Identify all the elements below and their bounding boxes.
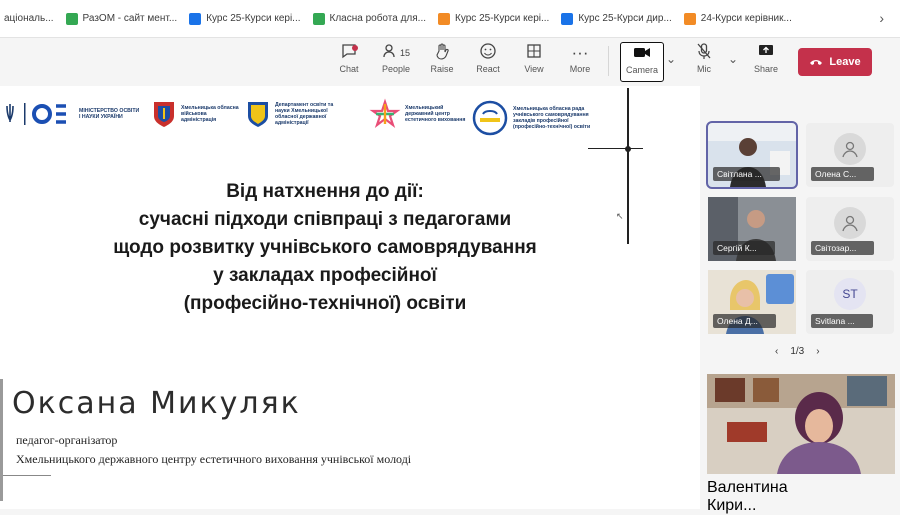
site-icon bbox=[313, 13, 325, 25]
participant-name: Олена С... bbox=[811, 167, 874, 181]
mic-button[interactable]: Mic bbox=[682, 42, 726, 82]
participant-name: Svitlana ... bbox=[811, 314, 873, 328]
site-icon bbox=[438, 13, 450, 25]
bookmark-0[interactable]: аціональ... bbox=[4, 13, 54, 24]
react-button[interactable]: React bbox=[466, 42, 510, 82]
chevron-right-icon[interactable]: › bbox=[879, 10, 884, 26]
people-icon bbox=[382, 42, 400, 60]
bookmarks-bar bbox=[0, 0, 900, 38]
share-screen-icon bbox=[757, 42, 775, 64]
leave-button[interactable]: Leave bbox=[798, 48, 872, 76]
participant-tile[interactable] bbox=[806, 270, 894, 334]
avatar-initials: ST bbox=[834, 278, 866, 310]
chat-button[interactable]: Chat bbox=[327, 42, 371, 82]
bookmark-6[interactable]: 24-Курси керівник... bbox=[680, 7, 800, 31]
participant-name: Сергій К... bbox=[713, 241, 775, 255]
colorful-star-icon bbox=[370, 100, 400, 128]
camera-button[interactable]: Camera bbox=[620, 42, 664, 82]
chevron-down-icon[interactable]: ⌄ bbox=[666, 52, 677, 66]
toolbar-divider bbox=[608, 46, 609, 76]
video-feed bbox=[707, 374, 895, 474]
bookmark-4[interactable]: Курс 25-Курси кері... bbox=[434, 7, 557, 31]
round-emblem-icon bbox=[472, 100, 508, 136]
slide-title: Від натхнення до дії: сучасні підходи співпраці з педагогами щодо розвитку учнівського самоврядування у закладах професійної (професійно-технічної) освіти bbox=[113, 181, 537, 314]
site-icon bbox=[66, 13, 78, 25]
participant-name: Валентина Кири... bbox=[707, 479, 788, 514]
notification-dot bbox=[352, 45, 358, 51]
participant-tile[interactable] bbox=[806, 197, 894, 261]
shared-presentation bbox=[0, 86, 700, 509]
logo-ministry: МІНІСТЕРСТВО ОСВІТИ І НАУКИ УКРАЇНИ bbox=[4, 100, 141, 128]
author-name: Оксана Микуляк bbox=[12, 386, 301, 421]
logo-strip bbox=[0, 100, 620, 152]
person-icon bbox=[841, 140, 859, 158]
mouse-cursor-icon: ↖ bbox=[616, 211, 624, 221]
people-button[interactable]: $^{15}$ People bbox=[374, 42, 418, 82]
video-camera-icon bbox=[632, 43, 652, 65]
annotation-line-vertical bbox=[627, 88, 629, 244]
raise-hand-button[interactable]: Raise bbox=[420, 42, 464, 82]
person-icon bbox=[841, 214, 859, 232]
logo-student-council: Хмельницька обласна рада учнівського самоврядування закладів професійної (професійно-технічної) освіти bbox=[472, 100, 599, 136]
people-count: 15 bbox=[399, 48, 410, 58]
more-dots-icon: ··· bbox=[571, 43, 589, 62]
grid-icon bbox=[525, 42, 543, 64]
logo-aesthetic-center: Хмельницький державний центр естетичного виховання bbox=[370, 100, 467, 128]
participant-name: Світлана ... bbox=[713, 167, 780, 181]
site-icon bbox=[561, 13, 573, 25]
participant-name: Олена Д... bbox=[713, 314, 776, 328]
mic-off-icon bbox=[695, 42, 713, 64]
chevron-right-icon[interactable]: › bbox=[816, 346, 820, 357]
avatar bbox=[834, 133, 866, 165]
bookmark-3[interactable]: Класна робота для... bbox=[309, 7, 435, 31]
phone-hangup-icon bbox=[809, 57, 823, 67]
shield-icon bbox=[246, 100, 270, 128]
main-participant-video[interactable] bbox=[707, 374, 895, 514]
divider bbox=[3, 475, 51, 476]
page-indicator: 1/3 bbox=[790, 346, 805, 357]
participant-tile[interactable] bbox=[708, 123, 796, 187]
participant-tile[interactable] bbox=[708, 197, 796, 261]
participant-tile[interactable] bbox=[708, 270, 796, 334]
meeting-toolbar bbox=[0, 38, 900, 86]
author-organization: Хмельницького державного центру естетичного виховання учнівської молоді bbox=[16, 452, 412, 466]
author-role: педагог-організатор bbox=[16, 433, 118, 447]
bookmark-5[interactable]: Курс 25-Курси дир... bbox=[557, 7, 679, 31]
coat-of-arms-icon bbox=[152, 100, 176, 128]
bookmark-1[interactable]: РазОМ - сайт мент... bbox=[62, 7, 186, 31]
site-icon bbox=[189, 13, 201, 25]
hand-icon bbox=[433, 42, 451, 64]
ministry-logo-icon bbox=[4, 100, 74, 128]
participant-tile[interactable] bbox=[806, 123, 894, 187]
chevron-left-icon[interactable]: ‹ bbox=[775, 346, 779, 357]
avatar bbox=[834, 207, 866, 239]
smiley-icon bbox=[479, 42, 497, 64]
participant-name: Світозар... bbox=[811, 241, 874, 255]
site-icon bbox=[684, 13, 696, 25]
more-button[interactable]: ··· More bbox=[569, 43, 591, 74]
bookmark-2[interactable]: Курс 25-Курси кері... bbox=[185, 7, 308, 31]
participants-pager bbox=[775, 346, 820, 357]
chevron-down-icon[interactable]: ⌄ bbox=[728, 52, 739, 66]
accent-bar bbox=[0, 379, 3, 501]
share-button[interactable]: Share bbox=[744, 42, 788, 82]
logo-education-department: Департамент освіти та науки Хмельницької обласної державної адміністрації bbox=[246, 100, 337, 128]
view-button[interactable]: View bbox=[512, 42, 556, 82]
logo-military-administration: Хмельницька обласна військова адміністрація bbox=[152, 100, 243, 128]
annotation-line-horizontal bbox=[588, 148, 643, 149]
annotation-dot bbox=[625, 146, 631, 152]
